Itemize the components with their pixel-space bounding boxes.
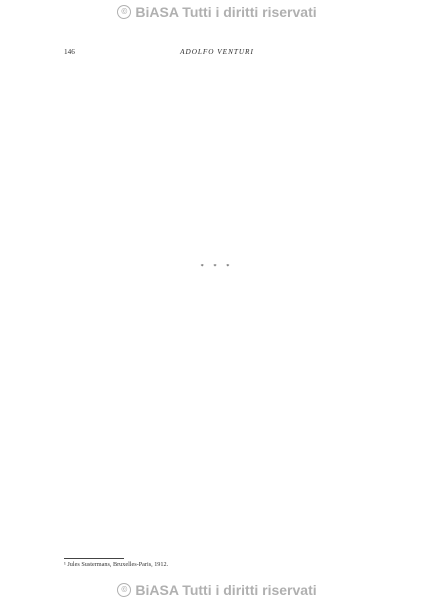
body-text-block-1 [64, 59, 370, 60]
page-header [64, 47, 370, 58]
page-number: 146 [64, 48, 75, 56]
body-text-block-2 [64, 274, 370, 275]
copyright-icon: © [117, 583, 131, 597]
section-divider: * * * [200, 263, 234, 270]
running-title: ADOLFO VENTURI [180, 48, 254, 56]
footnote-rule [64, 558, 124, 559]
watermark-text: BiASA Tutti i diritti riservati [135, 582, 317, 598]
footnote: ¹ Jules Sustermans, Bruxelles-Paris, 1912. [64, 561, 169, 568]
copyright-icon: © [117, 5, 131, 19]
watermark-bottom [0, 582, 434, 598]
watermark-text: BiASA Tutti i diritti riservati [135, 4, 317, 20]
watermark-top [0, 4, 434, 20]
